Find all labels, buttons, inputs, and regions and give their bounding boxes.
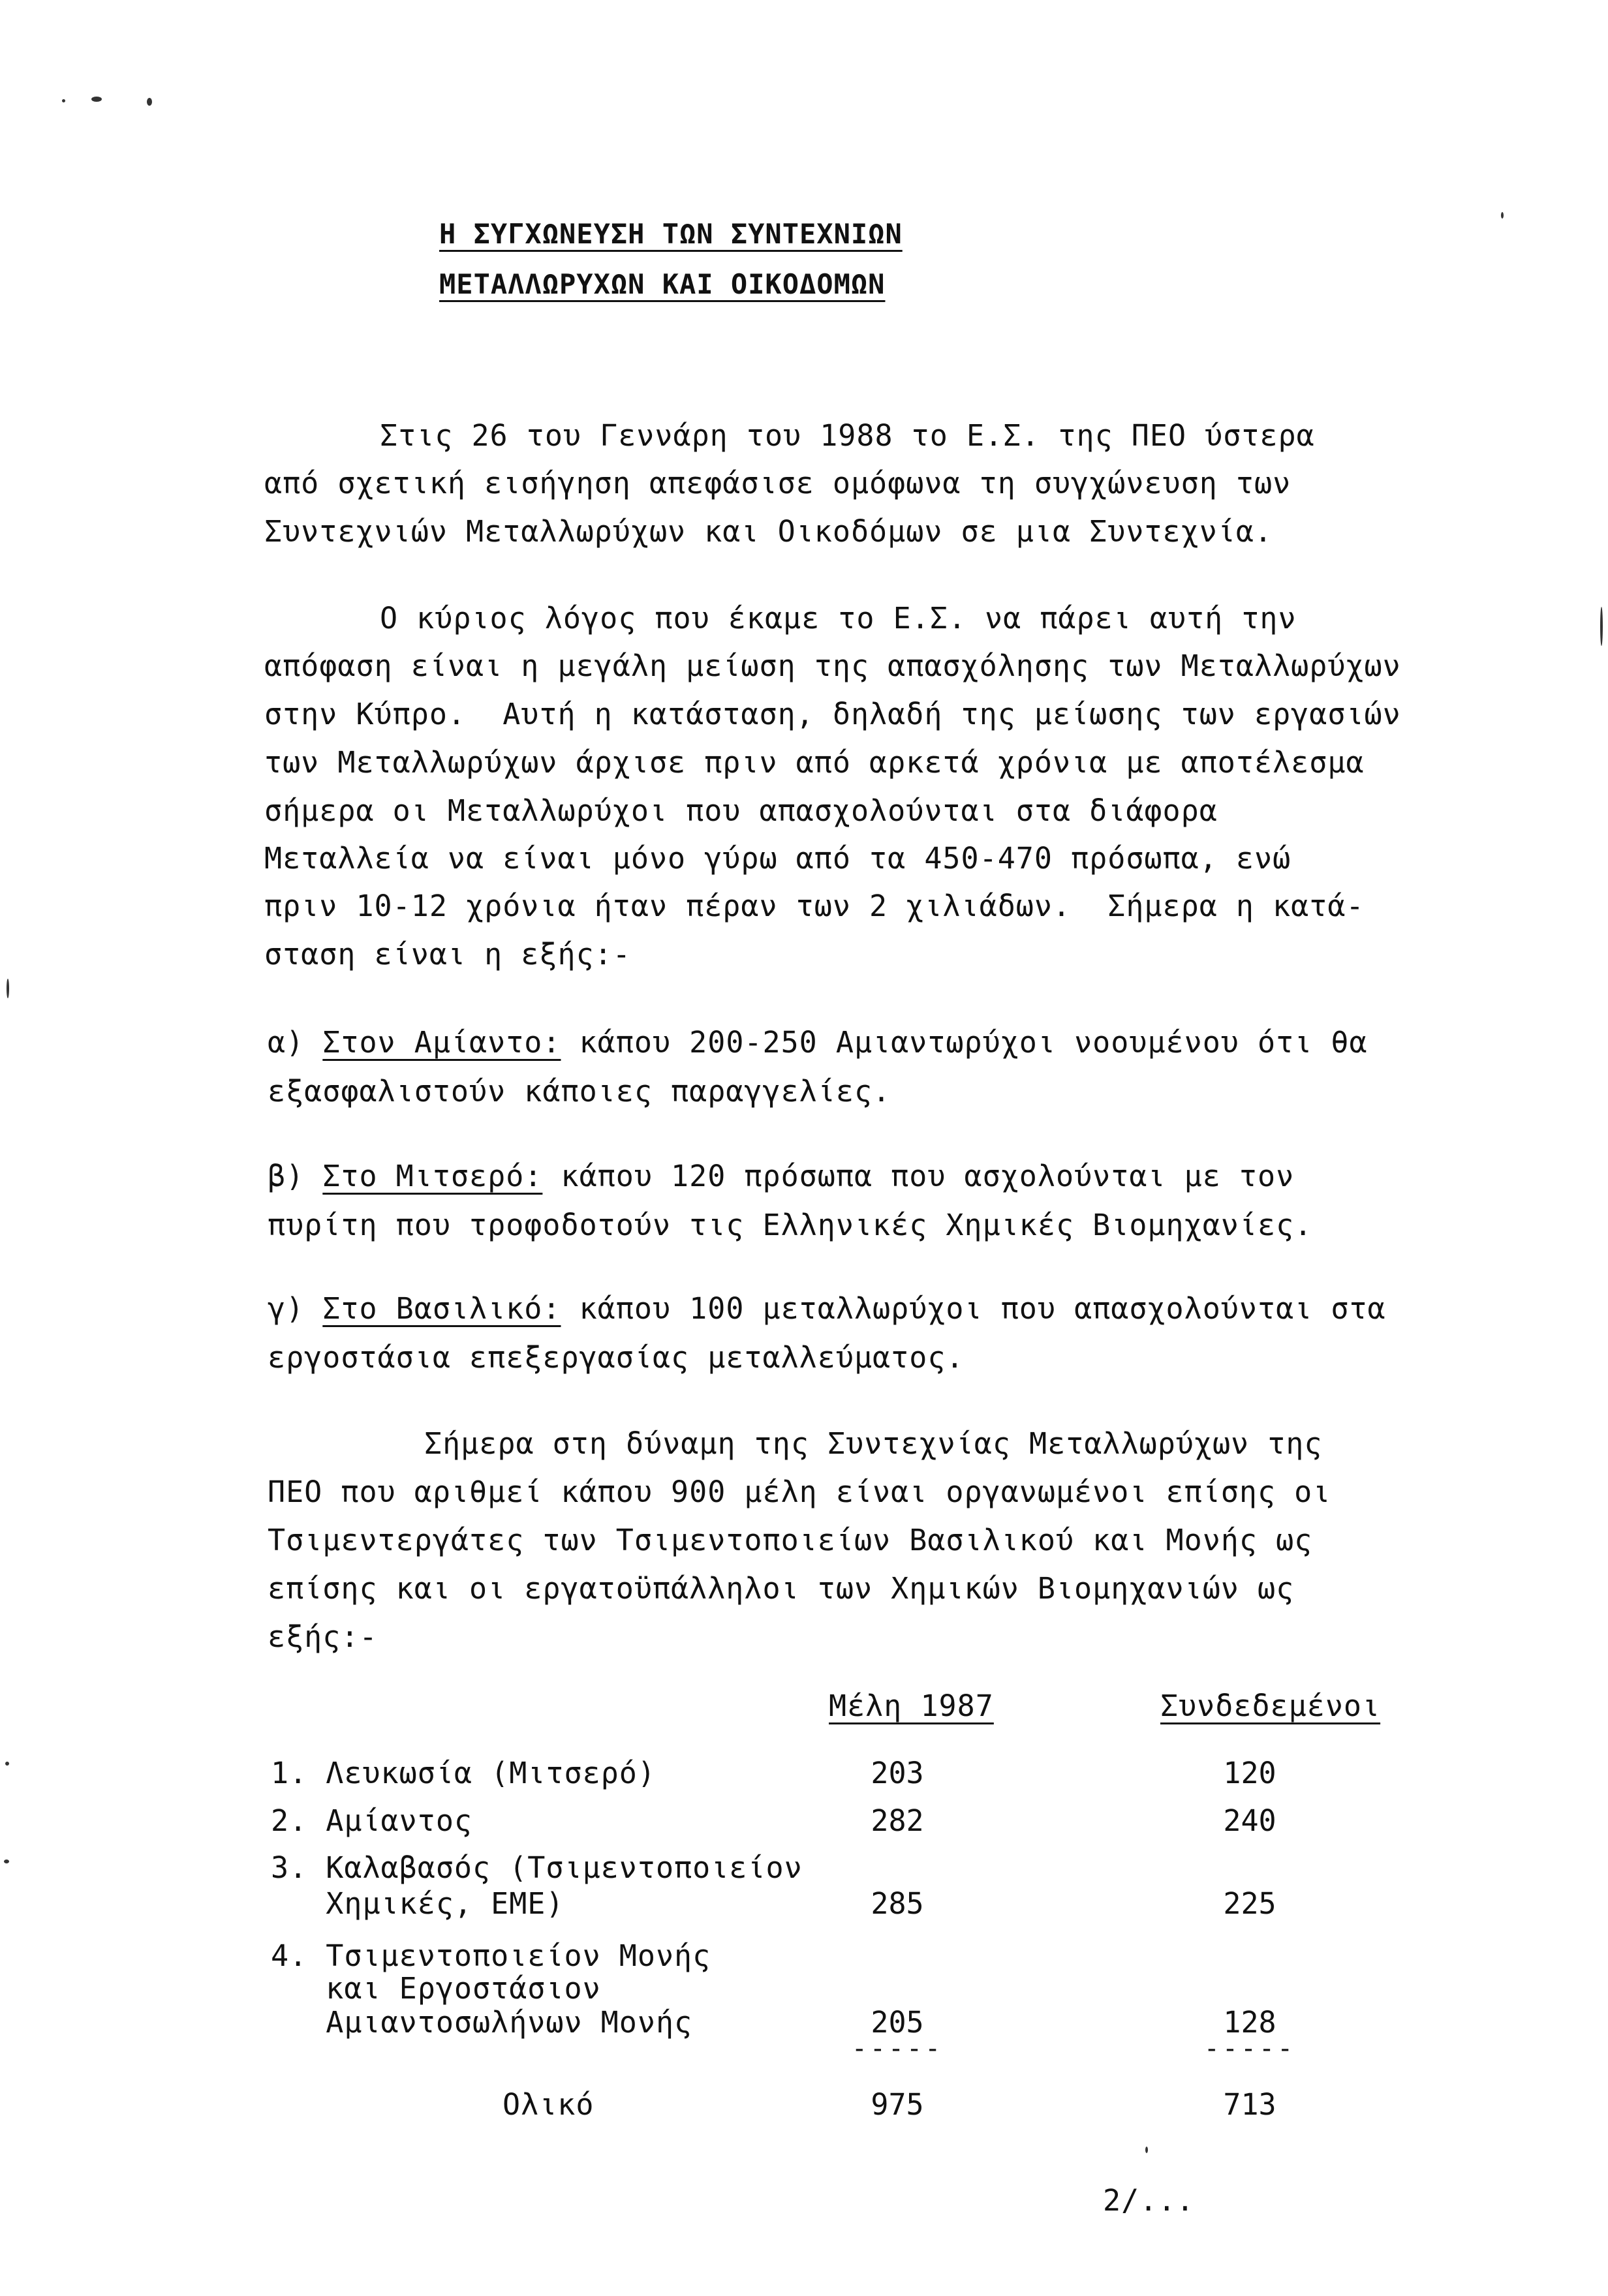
row-3-affiliated: 225 [1223, 1886, 1276, 1921]
scan-speck [62, 99, 65, 102]
scan-speck [1501, 212, 1504, 219]
row-3-label-line-1: 3. Καλαβασός (Τσιμεντοποιείον [271, 1850, 803, 1885]
item-a-text: κάπου 200-250 Αμιαντωρύχοι νοουμένου ότι θα [561, 1025, 1368, 1060]
row-3-label-line-2: Χημικές, ΕΜΕ) [271, 1886, 564, 1921]
separator-members: ----- [851, 2034, 944, 2064]
item-c-line-1 [268, 1291, 1386, 1326]
title-line-1: Η ΣΥΓΧΩΝΕΥΣΗ ΤΩΝ ΣΥΝΤΕΧΝΙΩΝ [439, 218, 903, 250]
paragraph-2-line-6: Μεταλλεία να είναι μόνο γύρω από τα 450-470 πρόσωπα, ενώ [264, 841, 1291, 876]
row-2-members: 282 [871, 1803, 924, 1838]
item-b-heading: Στο Μιτσερό: [322, 1159, 543, 1193]
paragraph-3-line-5: εξής:- [268, 1619, 378, 1654]
item-a-heading: Στον Αμίαντο: [322, 1025, 561, 1060]
item-a-marker: α) [268, 1025, 305, 1060]
paragraph-3-line-4: επίσης και οι εργατοϋπάλληλοι των Χημικών Βιομηχανιών ως [268, 1571, 1295, 1606]
scan-speck [4, 1860, 9, 1863]
paragraph-2-line-7: πριν 10-12 χρόνια ήταν πέραν των 2 χιλιάδων. Σήμερα η κατά- [264, 889, 1365, 923]
item-b-line-1 [268, 1161, 1294, 1191]
paragraph-1-line-2: από σχετική εισήγηση απεφάσισε ομόφωνα τη συγχώνευση των [264, 466, 1291, 500]
row-4-label-line-1: 4. Τσιμεντοποιείον Μονής [271, 1938, 711, 1973]
item-c-heading: Στο Βασιλικό: [322, 1291, 561, 1326]
scan-speck [1145, 2147, 1148, 2153]
item-c-text: κάπου 100 μεταλλωρύχοι που απασχολούνται στα [561, 1291, 1386, 1326]
row-2-label: 2. Αμίαντος [271, 1803, 473, 1838]
paragraph-2-line-3: στην Κύπρο. Αυτή η κατάσταση, δηλαδή της μείωσης των εργασιών [264, 697, 1401, 731]
total-members: 975 [871, 2087, 924, 2122]
scan-speck [147, 98, 152, 106]
paragraph-2-line-4: των Μεταλλωρύχων άρχισε πριν από αρκετά χρόνια με αποτέλεσμα [264, 745, 1365, 780]
item-a-line-2: εξασφαλιστούν κάποιες παραγγελίες. [268, 1074, 891, 1109]
row-1-affiliated: 120 [1223, 1756, 1276, 1790]
paragraph-2-line-2: απόφαση είναι η μεγάλη μείωση της απασχόλησης των Μεταλλωρύχων [264, 649, 1401, 683]
page-continuation: 2/... [1103, 2183, 1195, 2218]
paragraph-2-line-5: σήμερα οι Μεταλλωρύχοι που απασχολούνται στα διάφορα [264, 793, 1218, 828]
paragraph-2-line-1: Ο κύριος λόγος που έκαμε το Ε.Σ. να πάρει αυτή την [380, 601, 1297, 635]
separator-affiliated: ----- [1203, 2034, 1296, 2064]
paragraph-2-line-8: σταση είναι η εξής:- [264, 937, 631, 972]
row-3-members: 285 [871, 1886, 924, 1921]
scan-speck [7, 979, 9, 998]
row-4-members: 205 [871, 2005, 924, 2040]
item-c-marker: γ) [268, 1291, 305, 1326]
scan-speck [1600, 607, 1603, 646]
row-4-label-line-2: και Εργοστάσιον [271, 1971, 601, 2006]
table-header-members: Μέλη 1987 [829, 1689, 994, 1723]
paragraph-3-line-1: Σήμερα στη δύναμη της Συντεχνίας Μεταλλωρύχων της [424, 1426, 1323, 1461]
paragraph-1-line-1: Στις 26 του Γεννάρη του 1988 το Ε.Σ. της ΠΕΟ ύστερα [380, 418, 1315, 453]
row-4-label-line-3: Αμιαντοσωλήνων Μονής [271, 2005, 693, 2040]
scan-speck [91, 97, 102, 102]
row-2-affiliated: 240 [1223, 1803, 1276, 1838]
scan-speck [5, 1762, 9, 1766]
item-b-marker: β) [268, 1159, 305, 1193]
row-1-members: 203 [871, 1756, 924, 1790]
paragraph-3-line-3: Τσιμεντεργάτες των Τσιμεντοποιείων Βασιλικού και Μονής ως [268, 1523, 1313, 1557]
row-4-affiliated: 128 [1223, 2005, 1276, 2040]
paragraph-1-line-3: Συντεχνιών Μεταλλωρύχων και Οικοδόμων σε μια Συντεχνία. [264, 514, 1273, 549]
item-b-text: κάπου 120 πρόσωπα που ασχολούνται με τον [542, 1159, 1295, 1193]
paragraph-3-line-2: ΠΕΟ που αριθμεί κάπου 900 μέλη είναι οργανωμένοι επίσης οι [268, 1475, 1331, 1509]
total-affiliated: 713 [1223, 2087, 1276, 2122]
table-header-affiliated: Συνδεδεμένοι [1160, 1689, 1381, 1723]
item-a-line-1 [268, 1025, 1368, 1060]
item-c-line-2: εργοστάσια επεξεργασίας μεταλλεύματος. [268, 1340, 965, 1375]
total-label: Ολικό [502, 2087, 595, 2122]
item-b-line-2: πυρίτη που τροφοδοτούν τις Ελληνικές Χημικές Βιομηχανίες. [268, 1208, 1313, 1242]
row-1-label: 1. Λευκωσία (Μιτσερό) [271, 1756, 656, 1790]
title-line-2: ΜΕΤΑΛΛΩΡΥΧΩΝ ΚΑΙ ΟΙΚΟΔΟΜΩΝ [439, 268, 886, 300]
